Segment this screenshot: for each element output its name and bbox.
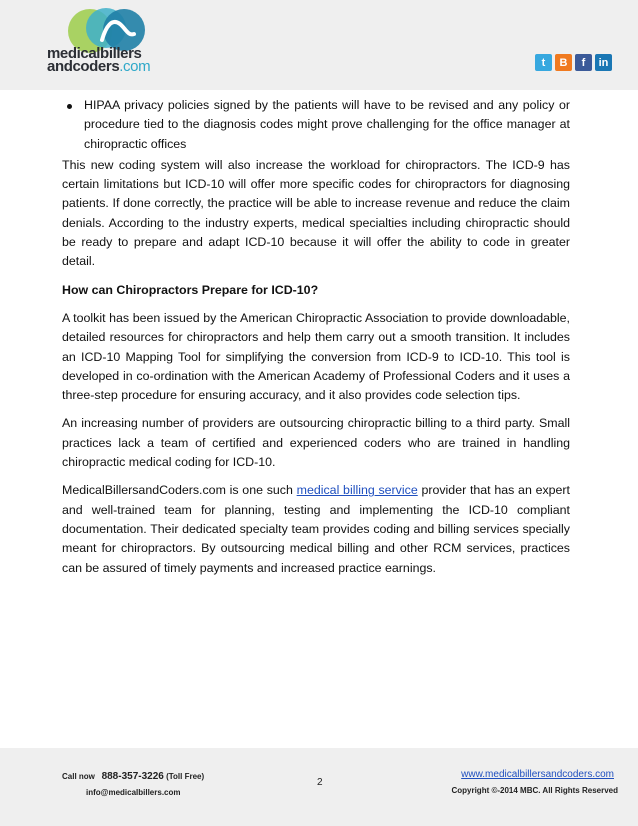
paragraph-service — [62, 481, 570, 577]
facebook-icon[interactable]: f — [575, 54, 592, 71]
bullet-dot — [67, 104, 72, 109]
linkedin-icon[interactable]: in — [595, 54, 612, 71]
medical-billing-service-link[interactable]: medical billing service — [296, 483, 418, 498]
paragraph-toolkit: A toolkit has been issued by the American Chiropractic Association to provide downloadable, detailed resources for chiropractors and help them carry out a smooth transition. It includes an ICD-10 Mapping Tool for simplifying the conversion from ICD-9 to ICD-10. This tool is developed in co-ordination with the American Academy of Professional Coders and it uses a three-step procedure for ensuring accuracy, and it also provides code selection tips. — [62, 310, 570, 403]
page-header — [0, 0, 638, 90]
call-label: Call now — [62, 772, 95, 781]
section-heading: How can Chiropractors Prepare for ICD-10? — [62, 282, 319, 297]
paragraph-service-end: provider that has an expert and well-trained team for planning, testing and implementing the ICD-10 compliant documentation. Their dedicated specialty team provides coding and billing services specially meant for chiropractors. By outsourcing medical billing and other RCM services, practices can be assured of timely payments and increased practice earnings. — [62, 483, 571, 575]
paragraph-outsourcing: An increasing number of providers are outsourcing chiropractic billing to a third party. Small practices lack a team of certified and experienced coders who are trained in handling chiropractic medical coding for ICD-10. — [62, 416, 570, 470]
website-link[interactable]: www.medicalbillersandcoders.com — [461, 769, 614, 780]
copyright-text: Copyright ©-2014 MBC. All Rights Reserved — [451, 786, 618, 795]
paragraph-service-start: MedicalBillersandCoders.com is one such — [62, 483, 297, 498]
email-address[interactable]: info@medicalbillers.com — [86, 788, 181, 797]
twitter-icon[interactable]: t — [535, 54, 552, 71]
call-line — [62, 771, 204, 782]
blogger-icon[interactable]: B — [555, 54, 572, 71]
toll-free-label: (Toll Free) — [166, 772, 205, 781]
page-footer — [0, 748, 638, 826]
paragraph-workload: This new coding system will also increase the workload for chiropractors. The ICD-9 has certain limitations but ICD-10 will offer more specific codes for chiropractors for diagnosing patients. If done correctly, the practice will be able to increase revenue and reduce the claim denials. According to the industry experts, medical specialties including chiropractic should be ready to prepare and adapt ICD-10 because it will offer the ability to code in greater detail. — [62, 157, 570, 269]
bullet-text: HIPAA privacy policies signed by the patients will have to be revised and any policy or procedure tied to the diagnosis codes might prove challenging for the office manager at chiropractic offices — [84, 98, 570, 151]
bullet-item — [62, 96, 570, 154]
document-body — [62, 96, 570, 587]
logo-line-2: andcoders.com — [47, 58, 151, 75]
page-number: 2 — [317, 777, 323, 788]
phone-number[interactable]: 888-357-3226 — [101, 771, 164, 782]
social-links — [535, 54, 612, 71]
logo-line-1: medicalbillers — [47, 45, 142, 62]
logo-wordmark[interactable] — [47, 47, 150, 73]
